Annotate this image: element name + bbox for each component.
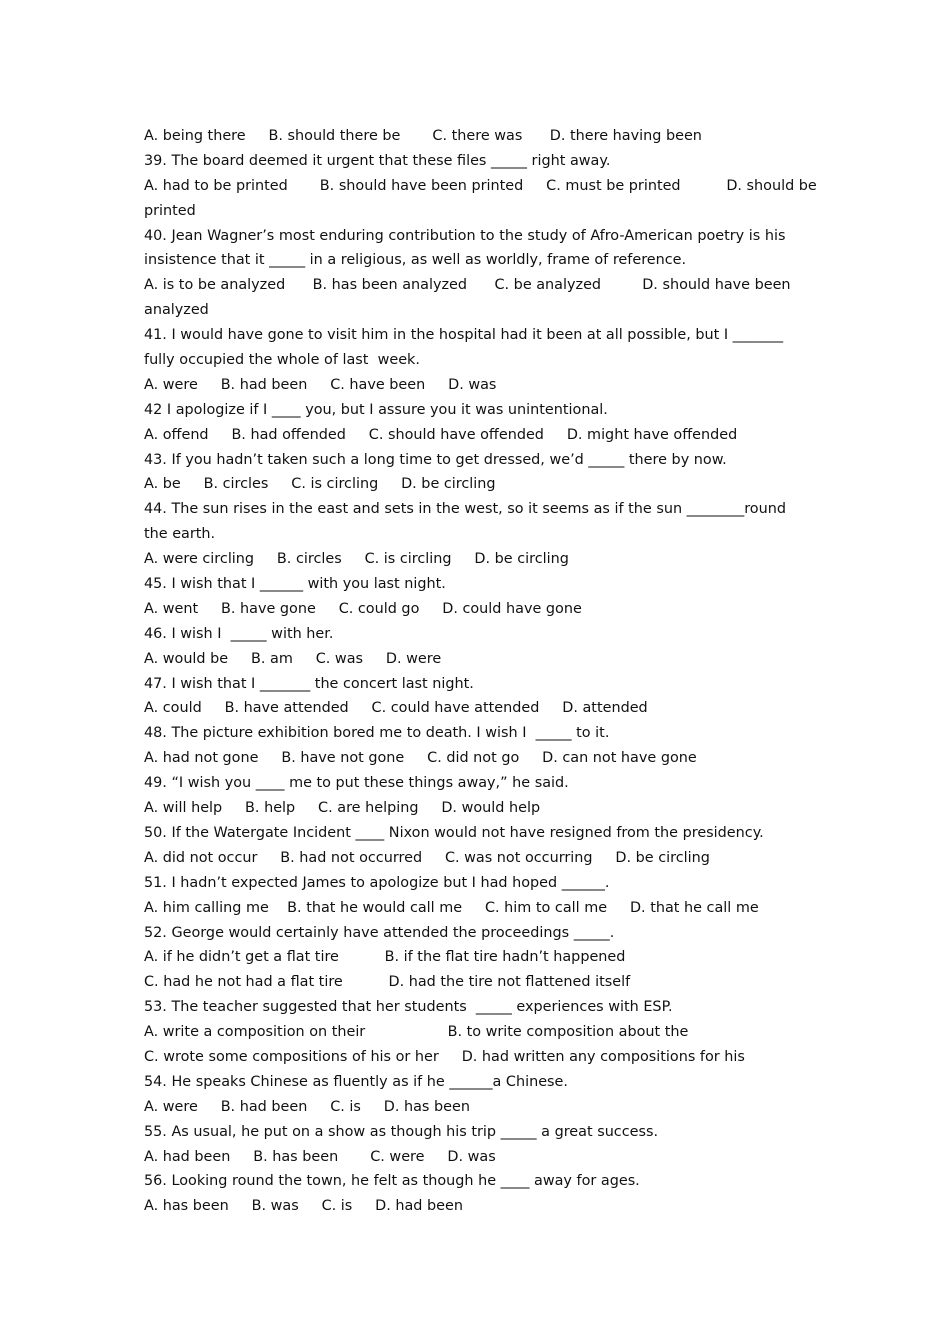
text-line: A. had to be printed B. should have been printed C. must be printed D. should be	[144, 177, 817, 194]
question-56: 56. Looking round the town, he felt as though he ____ away for ages.	[144, 1173, 640, 1190]
question-40: 40. Jean Wagner’s most enduring contribution to the study of Afro-American poetry is his	[144, 227, 786, 244]
text-line: A. is to be analyzed B. has been analyzed C. be analyzed D. should have been	[144, 277, 791, 294]
question-50: 50. If the Watergate Incident ____ Nixon would not have resigned from the presidency.	[144, 824, 764, 841]
answer-options: A. had not gone B. have not gone C. did not go D. can not have gone	[144, 750, 697, 767]
question-52: 52. George would certainly have attended the proceedings _____.	[144, 924, 615, 941]
question-51: 51. I hadn’t expected James to apologize but I had hoped ______.	[144, 874, 610, 891]
text-line: the earth.	[144, 526, 216, 543]
question-46: 46. I wish I _____ with her.	[144, 625, 334, 642]
question-54: 54. He speaks Chinese as fluently as if he ______a Chinese.	[144, 1073, 568, 1090]
question-42: 42 I apologize if I ____ you, but I assure you it was unintentional.	[144, 401, 608, 418]
question-49: 49. “I wish you ____ me to put these things away,” he said.	[144, 775, 569, 792]
text-line: A. being there B. should there be C. there was D. there having been	[144, 128, 702, 144]
answer-options: A. will help B. help C. are helping D. would help	[144, 800, 541, 817]
answer-options: C. wrote some compositions of his or her D. had written any compositions for his	[144, 1048, 745, 1065]
question-44: 44. The sun rises in the east and sets in the west, so it seems as if the sun ________round	[144, 501, 786, 518]
question-39: 39. The board deemed it urgent that these files _____ right away.	[144, 152, 611, 169]
text-line: printed	[144, 202, 196, 219]
question-41: 41. I would have gone to visit him in the hospital had it been at all possible, but I _______	[144, 327, 784, 344]
text-line: fully occupied the whole of last week.	[144, 352, 420, 369]
text-line: insistence that it _____ in a religious, as well as worldly, frame of reference.	[144, 252, 687, 269]
answer-options: A. could B. have attended C. could have attended D. attended	[144, 700, 648, 717]
question-43: 43. If you hadn’t taken such a long time to get dressed, we’d _____ there by now.	[144, 451, 727, 468]
answer-options: A. were B. had been C. is D. has been	[144, 1098, 470, 1115]
answer-options: A. did not occur B. had not occurred C. was not occurring D. be circling	[144, 849, 710, 866]
document-body	[144, 124, 824, 1219]
answer-options: A. him calling me B. that he would call me C. him to call me D. that he call me	[144, 899, 759, 916]
answer-options: A. write a composition on their B. to write composition about the	[144, 1024, 689, 1041]
answer-options: A. went B. have gone C. could go D. could have gone	[144, 600, 582, 617]
answer-options: A. would be B. am C. was D. were	[144, 650, 442, 667]
answer-options: A. were circling B. circles C. is circling D. be circling	[144, 551, 569, 568]
answer-options: A. has been B. was C. is D. had been	[144, 1198, 463, 1215]
answer-options: A. offend B. had offended C. should have offended D. might have offended	[144, 426, 738, 443]
question-45: 45. I wish that I ______ with you last night.	[144, 576, 446, 593]
question-47: 47. I wish that I _______ the concert last night.	[144, 675, 474, 692]
answer-options: C. had he not had a flat tire D. had the tire not flattened itself	[144, 974, 631, 991]
answer-options: A. were B. had been C. have been D. was	[144, 376, 497, 393]
answer-options: A. had been B. has been C. were D. was	[144, 1148, 496, 1165]
answer-options: A. if he didn’t get a flat tire B. if the flat tire hadn’t happened	[144, 949, 626, 966]
text-line: analyzed	[144, 302, 209, 319]
question-48: 48. The picture exhibition bored me to death. I wish I _____ to it.	[144, 725, 610, 742]
question-55: 55. As usual, he put on a show as though his trip _____ a great success.	[144, 1123, 659, 1140]
answer-options: A. be B. circles C. is circling D. be circling	[144, 476, 496, 493]
question-53: 53. The teacher suggested that her students _____ experiences with ESP.	[144, 999, 673, 1016]
